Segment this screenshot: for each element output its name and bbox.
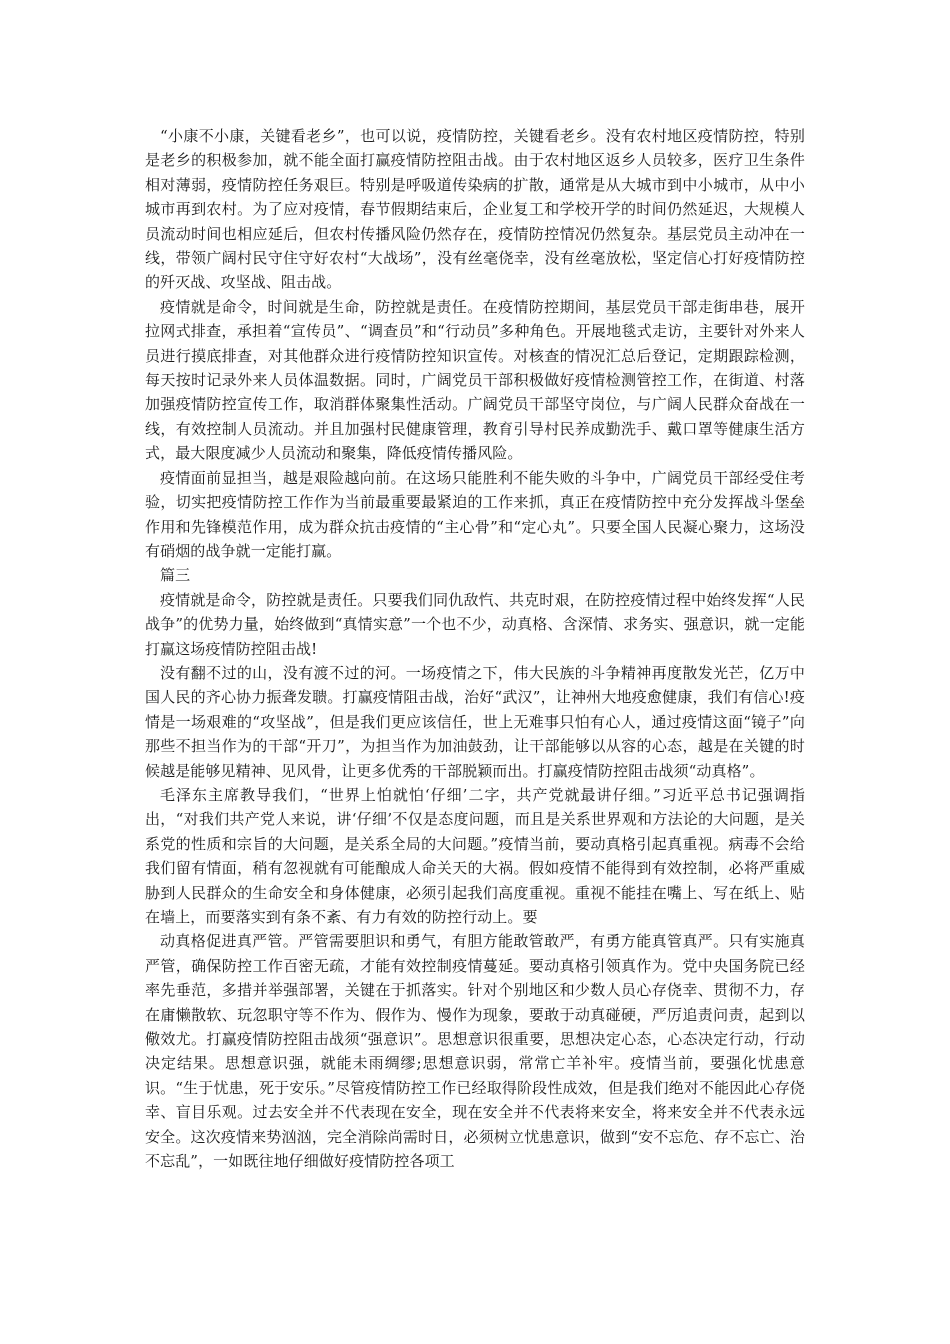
paragraph-6: 毛泽东主席教导我们，“世界上怕就怕‘仔细’二字，共产党就最讲仔细。”习近平总书记强调指出，“对我们共产党人来说，讲‘仔细’不仅是态度问题，而且是关系世界观和方法论的大问题，是关系党的性质和宗旨的大问题，是关系全局的大问题。”疫情当前，要动真格引起真重视。病毒不会给我们留有情面，稍有忽视就有可能酿成人命关天的大祸。假如疫情不能得到有效控制，必将严重威胁到人民群众的生命安全和身体健康，必须引起我们高度重视。重视不能挂在嘴上、写在纸上、贴在墙上，而要落实到有条不紊、有力有效的防控行动上。要: [145, 785, 805, 926]
paragraph-2: 疫情就是命令，时间就是生命，防控就是责任。在疫情防控期间，基层党员干部走街串巷，展开拉网式排查，承担着“宣传员”、“调查员”和“行动员”多种角色。开展地毯式走访，主要针对外来人员进行摸底排查，对其他群众进行疫情防控知识宣传。对核查的情况汇总后登记，定期跟踪检测，每天按时记录外来人员体温数据。同时，广阔党员干部积极做好疫情检测管控工作，在街道、村落加强疫情防控宣传工作，取消群体聚集性活动。广阔党员干部坚守岗位，与广阔人民群众奋战在一线，有效控制人员流动。并且加强村民健康管理，教育引导村民养成勤洗手、戴口罩等健康生活方式，最大限度减少人员流动和聚集，降低疫情传播风险。: [145, 297, 805, 463]
paragraph-3: 疫情面前显担当，越是艰险越向前。在这场只能胜利不能失败的斗争中，广阔党员干部经受住考验，切实把疫情防控工作作为当前最重要最紧迫的工作来抓，真正在疫情防控中充分发挥战斗堡垒作用和先锋模范作用，成为群众抗击疫情的“主心骨”和“定心丸”。只要全国人民凝心聚力，这场没有硝烟的战争就一定能打赢。: [145, 468, 805, 560]
paragraph-7: 动真格促进真严管。严管需要胆识和勇气，有胆方能敢管敢严，有勇方能真管真严。只有实施真严管，确保防控工作百密无疏，才能有效控制疫情蔓延。要动真格引领真作为。党中央国务院已经率先垂范，多措并举强部署，关键在于抓落实。针对个别地区和少数人员心存侥幸、贯彻不力，存在庸懒散软、玩忽职守等不作为、假作为、慢作为现象，要敢于动真碰硬，严厉追责问责，起到以儆效尤。打赢疫情防控阻击战须“强意识”。思想意识很重要，思想决定心态，心态决定行动，行动决定结果。思想意识强，就能未雨绸缪;思想意识弱，常常亡羊补牢。疫情当前，要强化忧患意识。“生于忧患，死于安乐。”尽管疫情防控工作已经取得阶段性成效，但是我们绝对不能因此心存侥幸、盲目乐观。过去安全并不代表现在安全，现在安全并不代表将来安全，将来安全并不代表永远安全。这次疫情来势汹汹，完全消除尚需时日，必须树立忧患意识，做到“安不忘危、存不忘亡、治不忘乱”，一如既往地仔细做好疫情防控各项工: [145, 932, 805, 1171]
section-heading: 篇三: [160, 566, 191, 585]
document-body: [145, 124, 805, 1173]
paragraph-5: 没有翻不过的山，没有渡不过的河。一场疫情之下，伟大民族的斗争精神再度散发光芒，亿万中国人民的齐心协力振聋发聩。打赢疫情阻击战，治好“武汉”，让神州大地疫愈健康，我们有信心!疫情是一场艰难的“攻坚战”，但是我们更应该信任，世上无难事只怕有心人，通过疫情这面“镜子”向那些不担当作为的干部“开刀”，为担当作为加油鼓劲，让干部能够以从容的心态，越是在关键的时候越是能够见精神、见风骨，让更多优秀的干部脱颖而出。打赢疫情防控阻击战须“动真格”。: [145, 663, 805, 780]
paragraph-1: “小康不小康，关键看老乡”，也可以说，疫情防控，关键看老乡。没有农村地区疫情防控，特别是老乡的积极参加，就不能全面打赢疫情防控阻击战。由于农村地区返乡人员较多，医疗卫生条件相对薄弱，疫情防控任务艰巨。特别是呼吸道传染病的扩散，通常是从大城市到中小城市，从中小城市再到农村。为了应对疫情，春节假期结束后，企业复工和学校开学的时间仍然延迟，大规模人员流动时间也相应延后，但农村传播风险仍然存在，疫情防控情况仍然复杂。基层党员主动冲在一线，带领广阔村民守住守好农村“大战场”，没有丝毫侥幸，没有丝毫放松，坚定信心打好疫情防控的歼灭战、攻坚战、阻击战。: [145, 127, 805, 292]
paragraph-4: 疫情就是命令，防控就是责任。只要我们同仇敌忾、共克时艰，在防控疫情过程中始终发挥“人民战争”的优势力量，始终做到“真情实意”一个也不少，动真格、含深情、求务实、强意识，就一定能打赢这场疫情防控阻击战!: [145, 590, 805, 658]
